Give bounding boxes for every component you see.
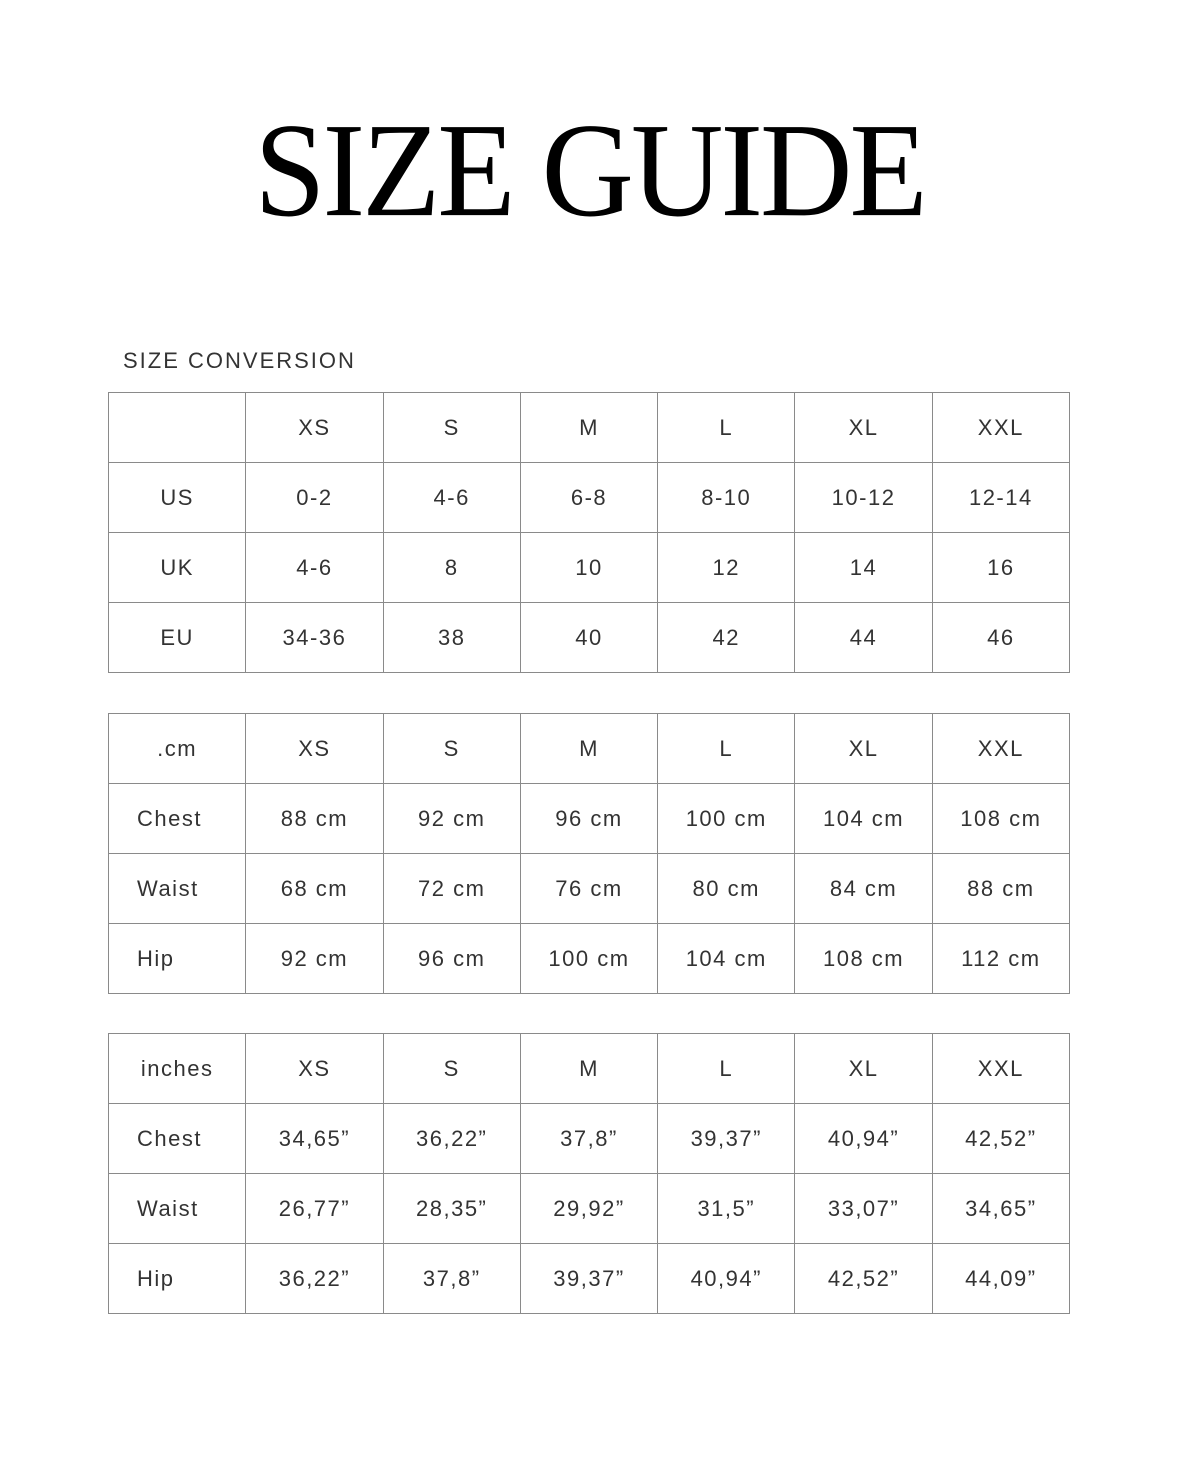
size-header-cell: XS [246,1034,383,1104]
table-cell: 33,07” [795,1174,932,1244]
table-cell: 37,8” [520,1104,657,1174]
row-label-cell: Chest [109,784,246,854]
table-cell: 42,52” [932,1104,1069,1174]
size-header-cell: M [520,714,657,784]
table-cell: 39,37” [520,1244,657,1314]
table-header-row [109,1034,1070,1104]
inch-measurements-table [108,1033,1070,1314]
table-cell: 8-10 [658,463,795,533]
table-cell: 96 cm [520,784,657,854]
table-cell: 34-36 [246,603,383,673]
table-row [109,463,1070,533]
row-label-cell: US [109,463,246,533]
table-cell: 39,37” [658,1104,795,1174]
table-cell: 68 cm [246,854,383,924]
table-cell: 10-12 [795,463,932,533]
table-cell: 4-6 [383,463,520,533]
row-label-cell: UK [109,533,246,603]
table-cell: 34,65” [932,1174,1069,1244]
table-cell: 34,65” [246,1104,383,1174]
size-header-cell: XXL [932,714,1069,784]
table-cell: 0-2 [246,463,383,533]
table-row [109,1244,1070,1314]
table-row [109,1174,1070,1244]
table-header-row [109,393,1070,463]
table-cell: 44 [795,603,932,673]
table-cell: 42 [658,603,795,673]
table-cell: 4-6 [246,533,383,603]
table-cell: 112 cm [932,924,1069,994]
table-row [109,854,1070,924]
table-cell: 84 cm [795,854,932,924]
table-cell: 38 [383,603,520,673]
table-cell: 10 [520,533,657,603]
table-cell: 72 cm [383,854,520,924]
table-cell: 88 cm [246,784,383,854]
table-cell: 16 [932,533,1069,603]
table-cell: 108 cm [932,784,1069,854]
table-cell: 37,8” [383,1244,520,1314]
row-label-cell: Hip [109,1244,246,1314]
table-cell: 108 cm [795,924,932,994]
table-cell: 92 cm [383,784,520,854]
table-cell: 100 cm [520,924,657,994]
table-cell: 96 cm [383,924,520,994]
size-header-cell: XS [246,393,383,463]
table-cell: 29,92” [520,1174,657,1244]
centimeter-measurements-table [108,713,1070,994]
table-row [109,1104,1070,1174]
row-label-cell: Waist [109,1174,246,1244]
size-header-cell: XXL [932,393,1069,463]
size-header-cell: XL [795,393,932,463]
table-cell: 80 cm [658,854,795,924]
table-cell: 6-8 [520,463,657,533]
table-cell: 28,35” [383,1174,520,1244]
size-header-cell: XL [795,714,932,784]
table-corner-cell: inches [109,1034,246,1104]
size-header-cell: L [658,1034,795,1104]
table-cell: 31,5” [658,1174,795,1244]
row-label-cell: Waist [109,854,246,924]
table-corner-cell: .cm [109,714,246,784]
size-header-cell: S [383,393,520,463]
table-cell: 104 cm [658,924,795,994]
table-cell: 40,94” [658,1244,795,1314]
table-cell: 40,94” [795,1104,932,1174]
table-cell: 36,22” [246,1244,383,1314]
table-cell: 76 cm [520,854,657,924]
table-cell: 42,52” [795,1244,932,1314]
table-cell: 88 cm [932,854,1069,924]
table-header-row [109,714,1070,784]
table-cell: 40 [520,603,657,673]
size-header-cell: M [520,393,657,463]
table-cell: 36,22” [383,1104,520,1174]
size-header-cell: S [383,714,520,784]
table-cell: 26,77” [246,1174,383,1244]
table-cell: 8 [383,533,520,603]
table-cell: 100 cm [658,784,795,854]
table-cell: 104 cm [795,784,932,854]
table-cell: 12-14 [932,463,1069,533]
size-header-cell: L [658,714,795,784]
row-label-cell: Chest [109,1104,246,1174]
row-label-cell: Hip [109,924,246,994]
size-header-cell: M [520,1034,657,1104]
section-label: SIZE CONVERSION [123,348,356,373]
table-row [109,924,1070,994]
table-corner-cell [109,393,246,463]
size-header-cell: S [383,1034,520,1104]
table-cell: 92 cm [246,924,383,994]
table-cell: 46 [932,603,1069,673]
table-row [109,784,1070,854]
size-header-cell: XL [795,1034,932,1104]
table-row [109,603,1070,673]
size-header-cell: L [658,393,795,463]
size-header-cell: XXL [932,1034,1069,1104]
table-cell: 14 [795,533,932,603]
row-label-cell: EU [109,603,246,673]
table-cell: 12 [658,533,795,603]
table-cell: 44,09” [932,1244,1069,1314]
size-conversion-table [108,392,1070,673]
table-row [109,533,1070,603]
page-title: SIZE GUIDE [254,95,925,245]
size-header-cell: XS [246,714,383,784]
